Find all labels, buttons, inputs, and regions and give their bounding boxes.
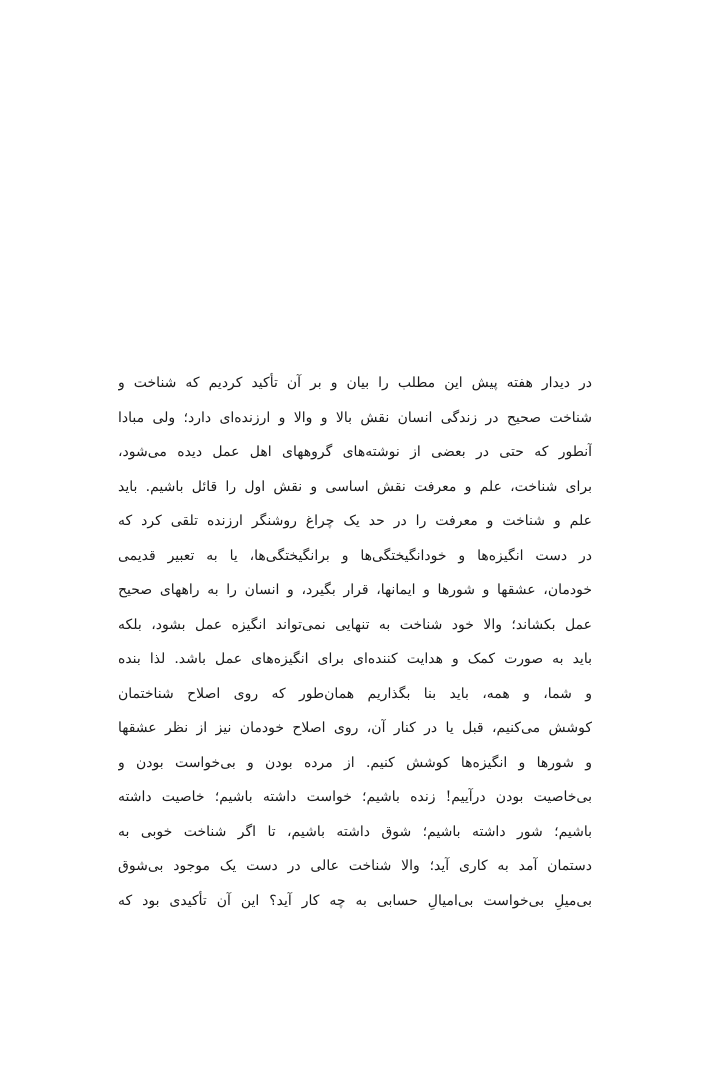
text-line-5: علم و شناخت و معرفت را در حد یک چراغ روشنگر ارزنده تلقی کرد که (118, 513, 592, 529)
text-line-2: شناخت صحیح در زندگی انسان نقش بالا و والا و ارزنده‌ای دارد؛ ولی مبادا (118, 409, 592, 426)
text-line-13: بی‌خاصیت بودن درآییم! زنده باشیم؛ خواست داشته باشیم؛ خاصیت داشته (118, 789, 592, 805)
text-line-16: بی‌میلِ بی‌خواست بی‌امیالِ حسابی به چه کار آید؟ این آن تأکیدی بود که (118, 892, 592, 909)
text-line-3: آنطور که حتی در بعضی از نوشته‌های گروههای اهل عمل دیده می‌شود، (118, 444, 592, 460)
text-line-15: دستمان آمد به کاری آید؛ والا شناخت عالی در دست یک موجود بی‌شوق (118, 858, 592, 874)
text-line-14: باشیم؛ شور داشته باشیم؛ شوق داشته باشیم، تا اگر شناخت خوبی به (118, 823, 592, 840)
text-line-6: در دست انگیزه‌ها و خودانگیختگی‌ها و برانگیختگی‌ها، یا به تعبیر قدیمی (118, 547, 592, 564)
text-line-11: کوشش می‌کنیم، قبل یا در کنار آن، روی اصلاح خودمان نیز از نظر عشقها (118, 720, 592, 736)
text-line-7: خودمان، عشقها و شورها و ایمانها، قرار بگیرد، و انسان را به راههای صحیح (118, 582, 592, 598)
text-line-10: و شما، و همه، باید بنا بگذاریم همان‌طور که روی اصلاح شناختمان (118, 685, 592, 702)
text-line-9: باید به صورت کمک و هدایت کننده‌ای برای انگیزه‌های عمل باشد. لذا بنده (118, 651, 592, 667)
text-line-1: در دیدار هفته پیش این مطلب را بیان و بر آن تأکید کردیم که شناخت و (118, 375, 592, 391)
text-line-4: برای شناخت، علم و معرفت نقش اساسی و نقش اول را قائل باشیم. باید (118, 478, 592, 495)
body-paragraph (118, 366, 592, 918)
text-line-12: و شورها و انگیزه‌ها کوشش کنیم. از مرده بودن و بی‌خواست بودن و (118, 754, 592, 771)
text-line-8: عمل بکشاند؛ والا خود شناخت به تنهایی نمی‌تواند انگیزه عمل بشود، بلکه (118, 616, 592, 633)
